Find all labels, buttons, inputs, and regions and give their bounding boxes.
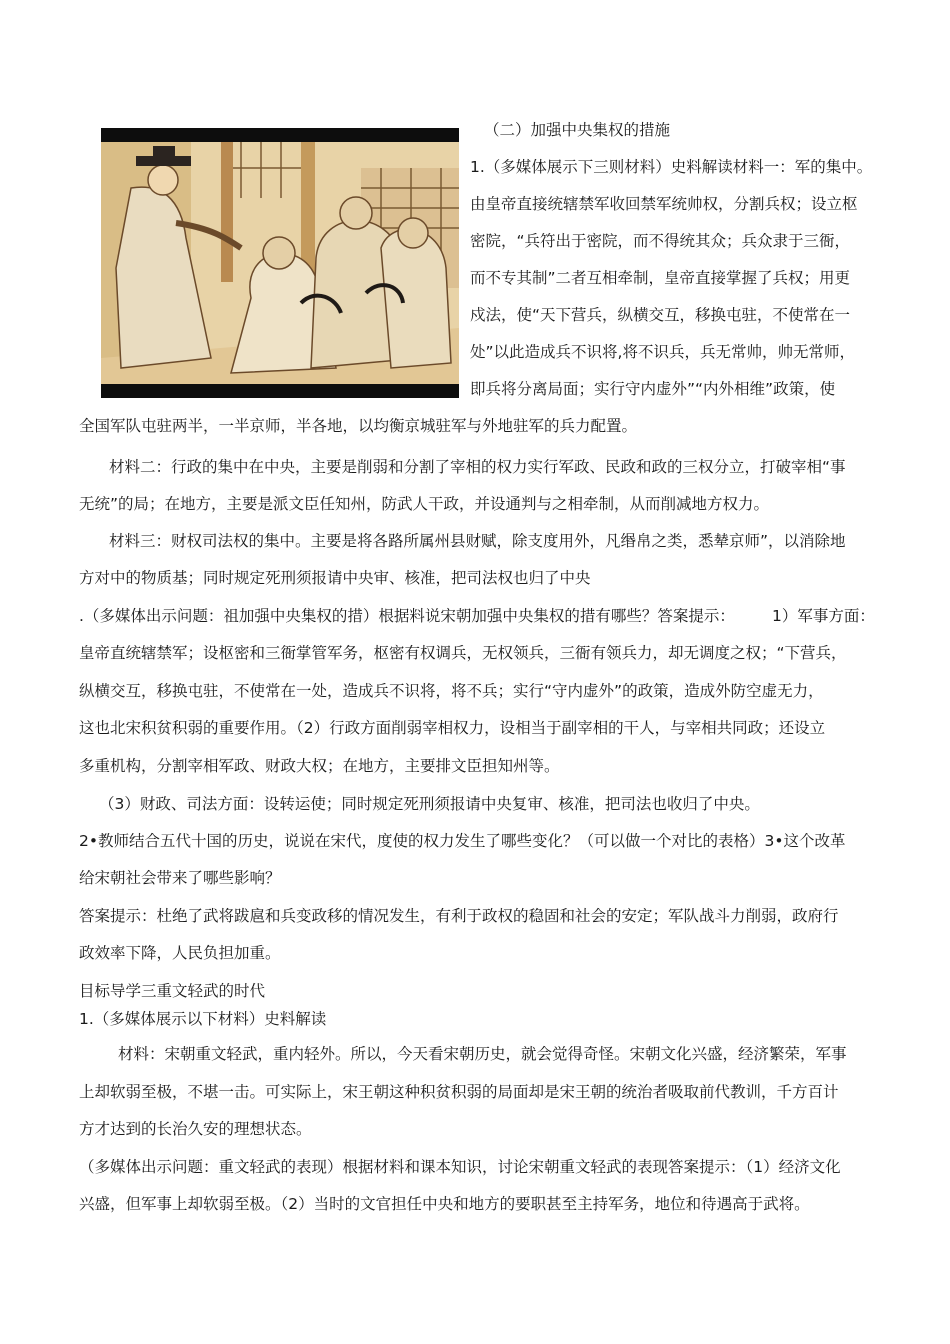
text-line: 材料：宋朝重文轻武，重内轻外。所以，今天看宋朝历史，就会觉得奇怪。宋朝文化兴盛，经济繁荣，军事 [118,1045,847,1063]
text-line: 即兵将分离局面；实行守内虚外”“内外相维”政策，使 [470,380,836,398]
text-line: 材料二：行政的集中在中央，主要是削弱和分割了宰相的权力实行军政、民政和政的三权分立，打破宰相“事 [109,458,846,476]
text-line: 1.（多媒体展示以下材料）史料解读 [79,1010,327,1028]
section-heading: （二）加强中央集权的措施 [484,121,671,139]
text-line: 方对中的物质基；同时规定死刑须报请中央审、核准，把司法权也归了中央 [79,569,591,587]
text-line: 1.（多媒体展示下三则材料）史料解读材料一：军的集中。 [470,158,873,176]
text-line: 而不专其制”二者互相牵制，皇帝直接掌握了兵权；用更 [470,269,851,287]
historical-illustration [101,128,459,398]
text-line: 处”以此造成兵不识将,将不识兵，兵无常帅，帅无常师， [470,343,855,361]
text-line: 密院，“兵符出于密院，而不得统其众；兵众隶于三衙， [470,232,851,250]
text-line: .（多媒体出示问题：祖加强中央集权的措）根据料说宋朝加强中央集权的措有哪些？答案提示： [79,607,735,625]
text-line: 纵横交互，移换屯驻，不使常在一处，造成兵不识将，将不兵；实行“守内虚外”的政策，造成外防空虚无力， [79,682,824,700]
text-line: 全国军队屯驻两半，一半京师，半各地，以均衡京城驻军与外地驻军的兵力配置。 [79,417,638,435]
text-line: （多媒体出示问题：重文轻武的表现）根据材料和课本知识，讨论宋朝重文轻武的表现答案提示：（1）经济文化 [79,1158,841,1176]
text-line: 政效率下降，人民负担加重。 [79,944,281,962]
text-line: 方才达到的长治久安的理想状态。 [79,1120,312,1138]
text-line: 1）军事方面： [772,607,875,625]
text-line: （3）财政、司法方面：设转运使；同时规定死刑须报请中央复审、核准，把司法也收归了中央。 [99,795,760,813]
text-line: 多重机构，分割宰相军政、财政大权；在地方，主要排文臣担知州等。 [79,757,560,775]
text-line: 无统”的局；在地方，主要是派文臣任知州，防武人干政，并设通判与之相牵制，从而削减地方权力。 [79,495,770,513]
section-heading: 目标导学三重文轻武的时代 [79,982,266,1000]
text-line: 答案提示：杜绝了武将跋扈和兵变政移的情况发生，有利于政权的稳固和社会的安定；军队战斗力削弱，政府行 [79,907,839,925]
text-line: 由皇帝直接统辖禁军收回禁军统帅权，分割兵权；设立枢 [470,195,858,213]
text-line: 上却软弱至极，不堪一击。可实际上，宋王朝这种积贫积弱的局面却是宋王朝的统治者吸取前代教训，千方百计 [79,1083,839,1101]
text-line: 戍法，使“天下营兵，纵横交互，移换屯驻，不使常在一 [470,306,851,324]
text-line: 兴盛，但军事上却软弱至极。（2）当时的文官担任中央和地方的要职甚至主持军务，地位和待遇高于武将。 [79,1195,810,1213]
text-line: 给宋朝社会带来了哪些影响？ [79,869,281,887]
text-line: 这也北宋积贫积弱的重要作用。（2）行政方面削弱宰相权力，设相当于副宰相的干人，与宰相共同政；还设立 [79,719,826,737]
text-line: 2•教师结合五代十国的历史，说说在宋代，度使的权力发生了哪些变化？（可以做一个对比的表格）3•这个改革 [79,832,846,850]
text-line: 皇帝直统辖禁军；设枢密和三衙掌管军务，枢密有权调兵，无权领兵，三衙有领兵力，却无调度之权；“下营兵， [79,644,847,662]
text-line: 材料三：财权司法权的集中。主要是将各路所属州县财赋，除支度用外，凡缗帛之类，悉辇京师”，以消除地 [109,532,846,550]
